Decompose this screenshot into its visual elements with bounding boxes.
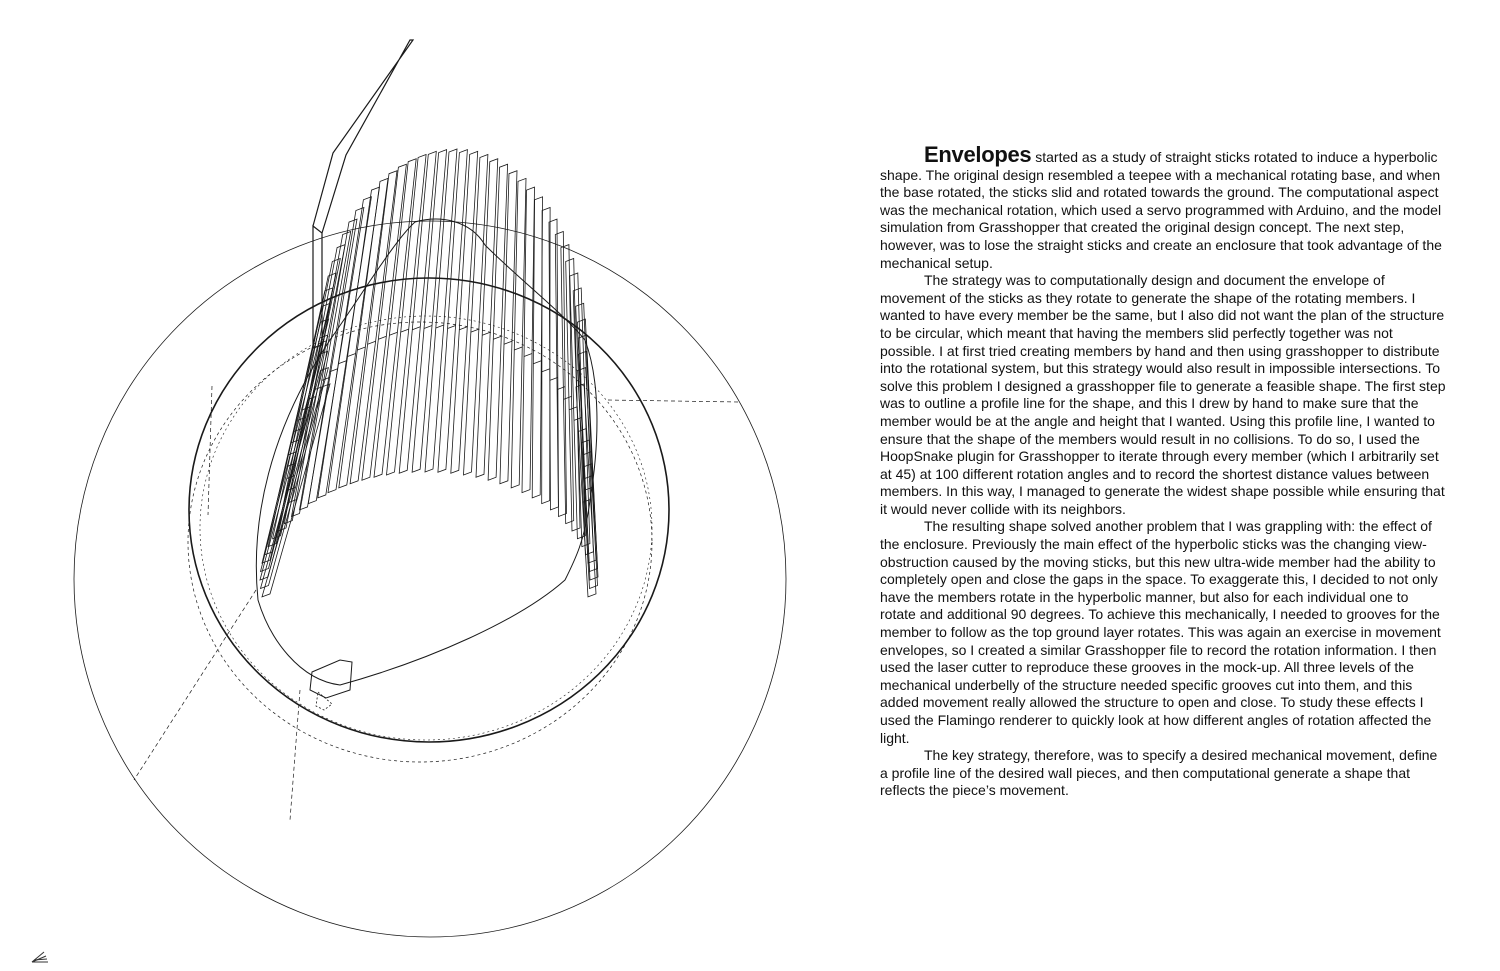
- wall-member-fold: [524, 354, 532, 357]
- member-group: [260, 149, 598, 597]
- wall-member-fold: [448, 326, 456, 329]
- vertical-post: [313, 226, 322, 348]
- wall-member: [328, 187, 380, 493]
- article-body: [880, 142, 1448, 800]
- dashed-guide-bottom: [290, 690, 300, 820]
- wall-member-fold: [504, 341, 512, 344]
- wall-member: [511, 178, 526, 488]
- wall-member-fold: [436, 325, 444, 328]
- paragraph-3: The resulting shape solved another problem that I was grappling with: the effect of the enclosure. Previously the main effect of the hyperbolic sticks was the changing view-obstruction caused by the moving sticks, but this new ultra-wide member had the ability to completely open and close the gaps in the space. To exaggerate this, I decided to not only have the members rotate in the hyperbolic manner, but also for each individual one to rotate and additional 90 degrees. To achieve this mechanically, I needed to grooves for the member to follow as the top ground layer rotates. This was again an exercise in movement envelopes, so I created a similar Grasshopper file to record the rotation information. I then used the laser cutter to reproduce these grooves in the mock-up. All three levels of the mechanical underbelly of the structure needed specific grooves cut into them, and this added movement really allowed the structure to open and close. To study these effects I used the Flamingo renderer to quickly look at how different angles of rotation affected the light.: [880, 518, 1441, 746]
- wall-member-fold: [401, 329, 409, 332]
- wall-member: [561, 245, 574, 524]
- wall-member-fold: [514, 347, 522, 350]
- paragraph-2: The strategy was to computationally design and document the envelope of movement of the sticks as they rotate to generate the shape of the rotating members. I wanted to have every member be the same, but I also did not want the plan of the structure to be circular, which meant that having the members slid perfectly together was not possible. I at first tried creating members by hand and then using grasshopper to distribute into the rotational system, but this strategy would also result in impossible intersections. To solve this problem I designed a grasshopper file to generate a feasible shape. The first step was to outline a profile line for the shape, and this I drew by hand to make sure that the member would be at the angle and height that I wanted. Using this profile line, I wanted to ensure that the shape of the members would result in no collisions. To do so, I used the HoopSnake plugin for Grasshopper to iterate through every member (which I arbitrarily set at 45) at 100 different rotation angles and to record the shortest distance values between members. In this way, I managed to generate the widest shape possible while ensuring that it would never collide with its neighbors.: [880, 272, 1446, 517]
- dashed-guide-right: [608, 400, 738, 402]
- paragraph-4: The key strategy, therefore, was to specify a desired mechanical movement, define a profile line of the desired wall pieces, and then computational generate a shape that reflects the piece’s movement.: [880, 747, 1438, 799]
- base-detail: [310, 660, 352, 698]
- dashed-guide-left-bottom: [134, 590, 256, 780]
- wall-member-fold: [338, 361, 346, 364]
- wall-member-fold: [378, 336, 386, 339]
- outer-base-ring: [74, 221, 786, 937]
- wall-member-fold: [389, 332, 397, 335]
- wall-member-fold: [412, 327, 420, 330]
- wall-member-fold: [482, 332, 490, 335]
- wall-member: [387, 155, 427, 476]
- wall-member-fold: [533, 361, 541, 364]
- paragraph-1: [880, 142, 1448, 272]
- wall-member-fold: [424, 326, 432, 329]
- page-corner-mark-icon: [30, 950, 50, 964]
- dashed-guide-left-top: [208, 386, 212, 515]
- wall-member-fold: [357, 347, 365, 350]
- wall-member: [399, 151, 436, 473]
- wall-member-fold: [493, 336, 501, 339]
- wall-member: [273, 273, 337, 539]
- lead-word: Envelopes: [924, 142, 1032, 167]
- wall-member-fold: [368, 341, 376, 344]
- paragraph-1-text: started as a study of straight sticks rotated to induce a hyperbolic shape. The original design resembled a teepee with a mechanical rotating base, and when the base rotated, the sticks slid and rotated towards the ground. The computational aspect was the mechanical rotation, which used a servo programmed with Arduino, and the model simulation from Grasshopper that created the original design concept. The next step, however, was to lose the straight sticks and create an enclosure that took advantage of the mechanical setup.: [880, 149, 1442, 271]
- wall-member-fold: [348, 354, 356, 357]
- wall-member-fold: [542, 369, 550, 372]
- wall-member-fold: [459, 327, 467, 330]
- wall-member-fold: [564, 396, 572, 399]
- wall-member-fold: [471, 329, 479, 332]
